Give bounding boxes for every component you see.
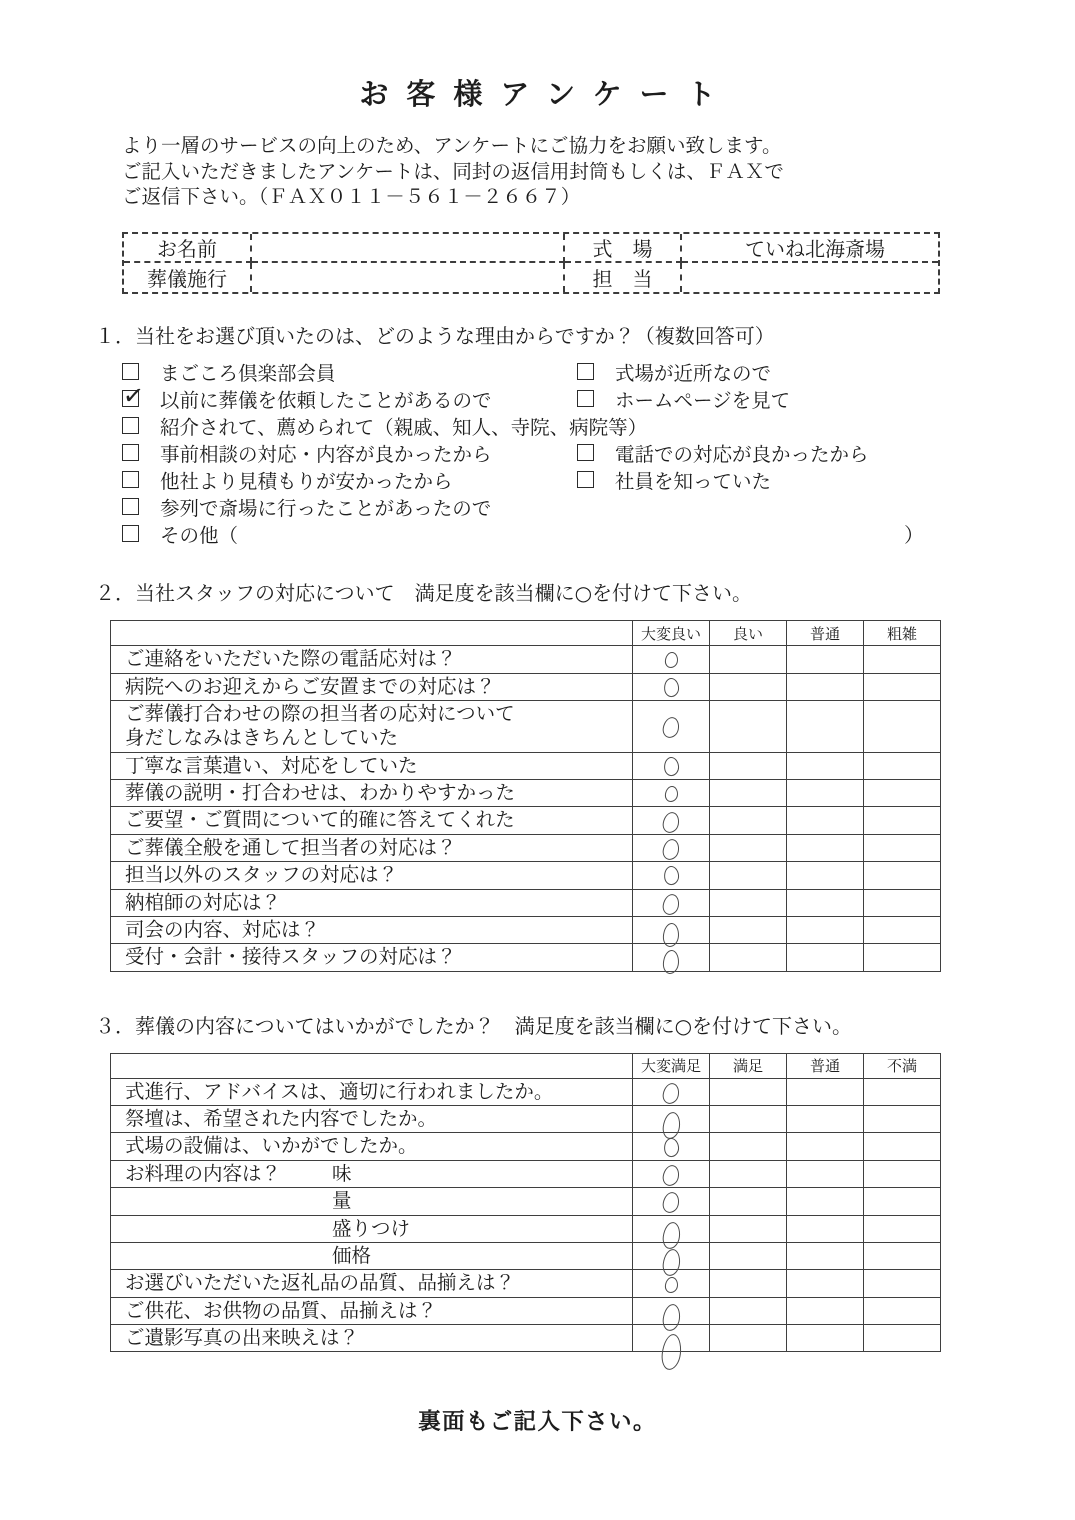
rating-cell[interactable] xyxy=(864,862,941,889)
q1-option-row xyxy=(122,358,940,385)
q2-row-label: ご連絡をいただいた際の電話応対は？ xyxy=(111,646,633,673)
handwritten-circle-mark xyxy=(664,786,678,803)
rating-cell[interactable] xyxy=(710,1133,787,1160)
q1-option xyxy=(122,466,577,494)
intro-line: ご返信下さい。（ＦＡＸ０１１－５６１－２６６７） xyxy=(122,185,581,209)
rating-cell[interactable] xyxy=(864,1215,941,1242)
rating-cell[interactable] xyxy=(864,646,941,673)
rating-cell[interactable] xyxy=(864,1133,941,1160)
q2-heading: ２．当社スタッフの対応について 満足度を該当欄に○を付けて下さい。 xyxy=(95,581,753,606)
q1-option xyxy=(577,466,771,494)
rating-cell[interactable] xyxy=(710,1078,787,1105)
q3-row-label: ご遺影写真の出来映えは？ xyxy=(111,1325,633,1352)
checkbox[interactable] xyxy=(122,498,139,515)
rating-cell[interactable] xyxy=(787,807,864,834)
q1-options xyxy=(122,358,940,547)
rating-cell[interactable] xyxy=(633,807,710,834)
rating-cell[interactable] xyxy=(864,1106,941,1133)
checkbox[interactable] xyxy=(577,363,594,380)
q2-row-label-line: ご葬儀打合わせの際の担当者の応対について xyxy=(125,701,515,725)
q2-row xyxy=(111,646,941,673)
rating-cell[interactable] xyxy=(864,673,941,700)
q3-row xyxy=(111,1133,941,1160)
q2-col-header: 大変良い xyxy=(633,621,710,646)
rating-cell[interactable] xyxy=(710,1106,787,1133)
rating-cell[interactable] xyxy=(864,1160,941,1187)
rating-cell[interactable] xyxy=(787,862,864,889)
rating-cell[interactable] xyxy=(787,1215,864,1242)
rating-cell[interactable] xyxy=(787,1325,864,1352)
rating-cell[interactable] xyxy=(787,752,864,779)
option-label: 事前相談の対応・内容が良かったから xyxy=(160,442,492,466)
q3-row xyxy=(111,1078,941,1105)
rating-cell[interactable] xyxy=(710,916,787,943)
q2-row xyxy=(111,752,941,779)
rating-cell[interactable] xyxy=(710,780,787,807)
rating-cell[interactable] xyxy=(787,1078,864,1105)
q3-row xyxy=(111,1215,941,1242)
rating-cell[interactable] xyxy=(710,1215,787,1242)
q2-header-row xyxy=(111,621,941,646)
rating-cell[interactable] xyxy=(864,1270,941,1297)
q1-option xyxy=(122,385,577,413)
rating-cell[interactable] xyxy=(787,834,864,861)
rating-cell[interactable] xyxy=(710,1297,787,1324)
rating-cell[interactable] xyxy=(864,944,941,971)
q1-option xyxy=(122,439,577,467)
handwritten-circle-mark xyxy=(661,893,680,916)
other-close-paren: ） xyxy=(904,523,924,548)
checkbox[interactable] xyxy=(122,417,139,434)
q3-row xyxy=(111,1297,941,1324)
footer-note: 裏面もご記入下さい。 xyxy=(418,1409,657,1436)
checkbox[interactable] xyxy=(122,471,139,488)
rating-cell[interactable] xyxy=(710,1270,787,1297)
q3-row-label xyxy=(111,1160,633,1187)
respondent-info-box xyxy=(122,232,940,294)
q2-row-label: ご要望・ご質問について的確に答えてくれた xyxy=(111,807,633,834)
rating-cell[interactable] xyxy=(787,1160,864,1187)
q1-option xyxy=(122,358,577,386)
q2-row xyxy=(111,862,941,889)
q2-row xyxy=(111,889,941,916)
rating-cell[interactable] xyxy=(787,646,864,673)
q2-row xyxy=(111,944,941,971)
q3-header-row xyxy=(111,1053,941,1078)
q2-row xyxy=(111,673,941,700)
intro-line: ご記入いただきましたアンケートは、同封の返信用封筒もしくは、ＦＡＸで xyxy=(122,159,784,183)
rating-cell[interactable] xyxy=(864,752,941,779)
q1-option xyxy=(577,385,790,413)
rating-cell[interactable] xyxy=(787,700,864,752)
rating-cell[interactable] xyxy=(633,834,710,861)
q3-row-label-sub: 盛りつけ xyxy=(332,1216,411,1240)
handwritten-circle-mark xyxy=(664,652,678,669)
staff-field[interactable] xyxy=(682,263,938,292)
q3-row-label: ご供花、お供物の品質、品揃えは？ xyxy=(111,1297,633,1324)
q2-row-label: 担当以外のスタッフの対応は？ xyxy=(111,862,633,889)
name-label: お名前 xyxy=(124,234,252,263)
page-title: お客様アンケート xyxy=(359,77,734,111)
funeral-label: 葬儀施行 xyxy=(124,263,252,292)
q1-option xyxy=(577,439,869,467)
name-field[interactable] xyxy=(252,234,565,263)
checkbox[interactable] xyxy=(122,363,139,380)
q3-row-label-sub: 量 xyxy=(332,1189,352,1213)
q2-col-header: 粗雑 xyxy=(864,621,941,646)
option-label: 式場が近所なので xyxy=(615,361,772,385)
q1-option xyxy=(122,493,491,521)
checkbox[interactable] xyxy=(577,390,594,407)
rating-cell[interactable] xyxy=(864,1325,941,1352)
q3-row xyxy=(111,1188,941,1215)
q3-row xyxy=(111,1106,941,1133)
handwritten-circle-mark xyxy=(661,1164,680,1187)
q2-row-label: 丁寧な言葉遣い、対応をしていた xyxy=(111,752,633,779)
option-label: 他社より見積もりが安かったから xyxy=(160,469,453,493)
option-label: 電話での対応が良かったから xyxy=(615,442,869,466)
rating-cell[interactable] xyxy=(633,862,710,889)
handwritten-circle-mark xyxy=(661,1191,680,1214)
rating-cell[interactable] xyxy=(710,944,787,971)
rating-cell[interactable] xyxy=(787,1133,864,1160)
rating-cell[interactable] xyxy=(633,752,710,779)
rating-cell[interactable] xyxy=(710,752,787,779)
rating-cell[interactable] xyxy=(633,944,710,971)
handwritten-circle-mark xyxy=(662,756,679,777)
option-label: 以前に葬儀を依頼したことがあるので xyxy=(160,388,492,412)
rating-cell[interactable] xyxy=(710,889,787,916)
rating-cell[interactable] xyxy=(710,834,787,861)
rating-cell[interactable] xyxy=(710,646,787,673)
rating-cell[interactable] xyxy=(787,889,864,916)
rating-cell[interactable] xyxy=(787,1242,864,1269)
q3-col-header: 満足 xyxy=(710,1053,787,1078)
q3-row-label-prefix: お料理の内容は？ xyxy=(125,1161,282,1185)
q3-row-label xyxy=(111,1188,633,1215)
rating-cell[interactable] xyxy=(787,673,864,700)
rating-cell[interactable] xyxy=(633,646,710,673)
q2-satisfaction-table xyxy=(110,620,941,972)
q2-row-label: ご葬儀全般を通して担当者の対応は？ xyxy=(111,834,633,861)
rating-cell[interactable] xyxy=(864,1188,941,1215)
q2-col-header: 良い xyxy=(710,621,787,646)
rating-cell[interactable] xyxy=(633,1188,710,1215)
rating-cell[interactable] xyxy=(864,834,941,861)
q3-heading: ３．葬儀の内容についてはいかがでしたか？ 満足度を該当欄に○を付けて下さい。 xyxy=(95,1013,853,1038)
q1-option-row xyxy=(122,385,940,412)
q3-row-label xyxy=(111,1215,633,1242)
q2-row xyxy=(111,807,941,834)
q3-col-header: 不満 xyxy=(864,1053,941,1078)
q3-row-label xyxy=(111,1242,633,1269)
q1-option-row xyxy=(122,412,940,439)
rating-cell[interactable] xyxy=(710,862,787,889)
q2-row xyxy=(111,834,941,861)
rating-cell[interactable] xyxy=(710,1160,787,1187)
q1-option-row xyxy=(122,493,940,520)
funeral-field[interactable] xyxy=(252,263,565,292)
handwritten-circle-mark xyxy=(660,1333,683,1371)
rating-cell[interactable] xyxy=(633,780,710,807)
q1-option-row xyxy=(122,466,940,493)
q3-col-header: 普通 xyxy=(787,1053,864,1078)
rating-cell[interactable] xyxy=(710,1325,787,1352)
checkbox[interactable] xyxy=(122,444,139,461)
rating-cell[interactable] xyxy=(787,1297,864,1324)
q3-row xyxy=(111,1242,941,1269)
q2-row-label-line: 身だしなみはきちんとしていた xyxy=(125,726,399,750)
checkbox[interactable] xyxy=(577,444,594,461)
rating-cell[interactable] xyxy=(864,889,941,916)
rating-cell[interactable] xyxy=(864,1078,941,1105)
handwritten-circle-mark xyxy=(664,1276,678,1293)
option-label: その他（ xyxy=(160,523,239,547)
checkbox[interactable] xyxy=(577,471,594,488)
q1-option-row xyxy=(122,520,940,547)
q3-row-label: 祭壇は、希望された内容でしたか。 xyxy=(111,1106,633,1133)
rating-cell[interactable] xyxy=(633,700,710,752)
rating-cell[interactable] xyxy=(710,807,787,834)
q2-row-label: 病院へのお迎えからご安置までの対応は？ xyxy=(111,673,633,700)
handwritten-circle-mark xyxy=(661,716,680,739)
q2-row xyxy=(111,780,941,807)
rating-cell[interactable] xyxy=(864,807,941,834)
q2-header-empty xyxy=(111,621,633,646)
option-label: 社員を知っていた xyxy=(615,469,772,493)
q3-col-header: 大変満足 xyxy=(633,1053,710,1078)
q2-row-label: 葬儀の説明・打合わせは、わかりやすかった xyxy=(111,780,633,807)
checkbox[interactable] xyxy=(122,525,139,542)
rating-cell[interactable] xyxy=(710,673,787,700)
rating-cell[interactable] xyxy=(633,1106,710,1133)
q2-col-header: 普通 xyxy=(787,621,864,646)
rating-cell[interactable] xyxy=(633,1215,710,1242)
rating-cell[interactable] xyxy=(633,889,710,916)
rating-cell[interactable] xyxy=(633,1160,710,1187)
rating-cell[interactable] xyxy=(633,673,710,700)
handwritten-circle-mark xyxy=(662,677,679,698)
rating-cell[interactable] xyxy=(864,700,941,752)
q3-row-label-sub: 価格 xyxy=(332,1243,372,1267)
option-label: 紹介されて、薦められて（親戚、知人、寺院、病院等） xyxy=(160,415,648,439)
rating-cell[interactable] xyxy=(633,916,710,943)
q3-row-label: 式場の設備は、いかがでしたか。 xyxy=(111,1133,633,1160)
q2-row xyxy=(111,916,941,943)
staff-label: 担 当 xyxy=(565,263,682,292)
rating-cell[interactable] xyxy=(864,1297,941,1324)
rating-cell[interactable] xyxy=(787,780,864,807)
rating-cell[interactable] xyxy=(864,780,941,807)
rating-cell[interactable] xyxy=(787,916,864,943)
rating-cell[interactable] xyxy=(633,1297,710,1324)
rating-cell[interactable] xyxy=(633,1133,710,1160)
q1-option-row xyxy=(122,439,940,466)
q2-row-label: 納棺師の対応は？ xyxy=(111,889,633,916)
handwritten-circle-mark xyxy=(662,866,679,887)
q3-row xyxy=(111,1325,941,1352)
rating-cell[interactable] xyxy=(633,1078,710,1105)
option-label: まごころ倶楽部会員 xyxy=(160,361,336,385)
rating-cell[interactable] xyxy=(710,1188,787,1215)
q3-row-label: お選びいただいた返礼品の品質、品揃えは？ xyxy=(111,1270,633,1297)
rating-cell[interactable] xyxy=(864,916,941,943)
intro-paragraph xyxy=(122,133,952,210)
checkbox[interactable] xyxy=(122,390,139,407)
q2-row-label: 受付・会計・接待スタッフの対応は？ xyxy=(111,944,633,971)
handwritten-circle-mark xyxy=(661,838,680,861)
rating-cell[interactable] xyxy=(787,1188,864,1215)
q1-option xyxy=(122,412,647,440)
venue-label: 式 場 xyxy=(565,234,682,263)
q1-option-other xyxy=(122,520,238,548)
q1-heading: １．当社をお選び頂いたのは、どのような理由からですか？（複数回答可） xyxy=(95,324,775,349)
rating-cell[interactable] xyxy=(787,944,864,971)
q3-header-empty xyxy=(111,1053,633,1078)
q2-row-label xyxy=(111,700,633,752)
q1-option xyxy=(577,358,771,386)
option-label: 参列で斎場に行ったことがあったので xyxy=(160,496,492,520)
handwritten-circle-mark xyxy=(662,1137,679,1158)
q3-row-label-sub: 味 xyxy=(332,1161,352,1185)
rating-cell[interactable] xyxy=(787,1106,864,1133)
q2-row xyxy=(111,700,941,752)
q3-row xyxy=(111,1270,941,1297)
q2-row-label: 司会の内容、対応は？ xyxy=(111,916,633,943)
option-label: ホームページを見て xyxy=(615,388,791,412)
intro-line: より一層のサービスの向上のため、アンケートにご協力をお願い致します。 xyxy=(122,134,782,157)
rating-cell[interactable] xyxy=(710,1242,787,1269)
q3-row xyxy=(111,1160,941,1187)
rating-cell[interactable] xyxy=(710,700,787,752)
handwritten-circle-mark xyxy=(661,810,680,833)
handwritten-circle-mark xyxy=(661,1082,680,1105)
rating-cell[interactable] xyxy=(864,1242,941,1269)
rating-cell[interactable] xyxy=(787,1270,864,1297)
handwritten-circle-mark xyxy=(662,950,679,975)
q3-row-label: 式進行、アドバイスは、適切に行われましたか。 xyxy=(111,1078,633,1105)
venue-value: ていね北海斎場 xyxy=(682,234,938,263)
q3-satisfaction-table xyxy=(110,1053,941,1353)
